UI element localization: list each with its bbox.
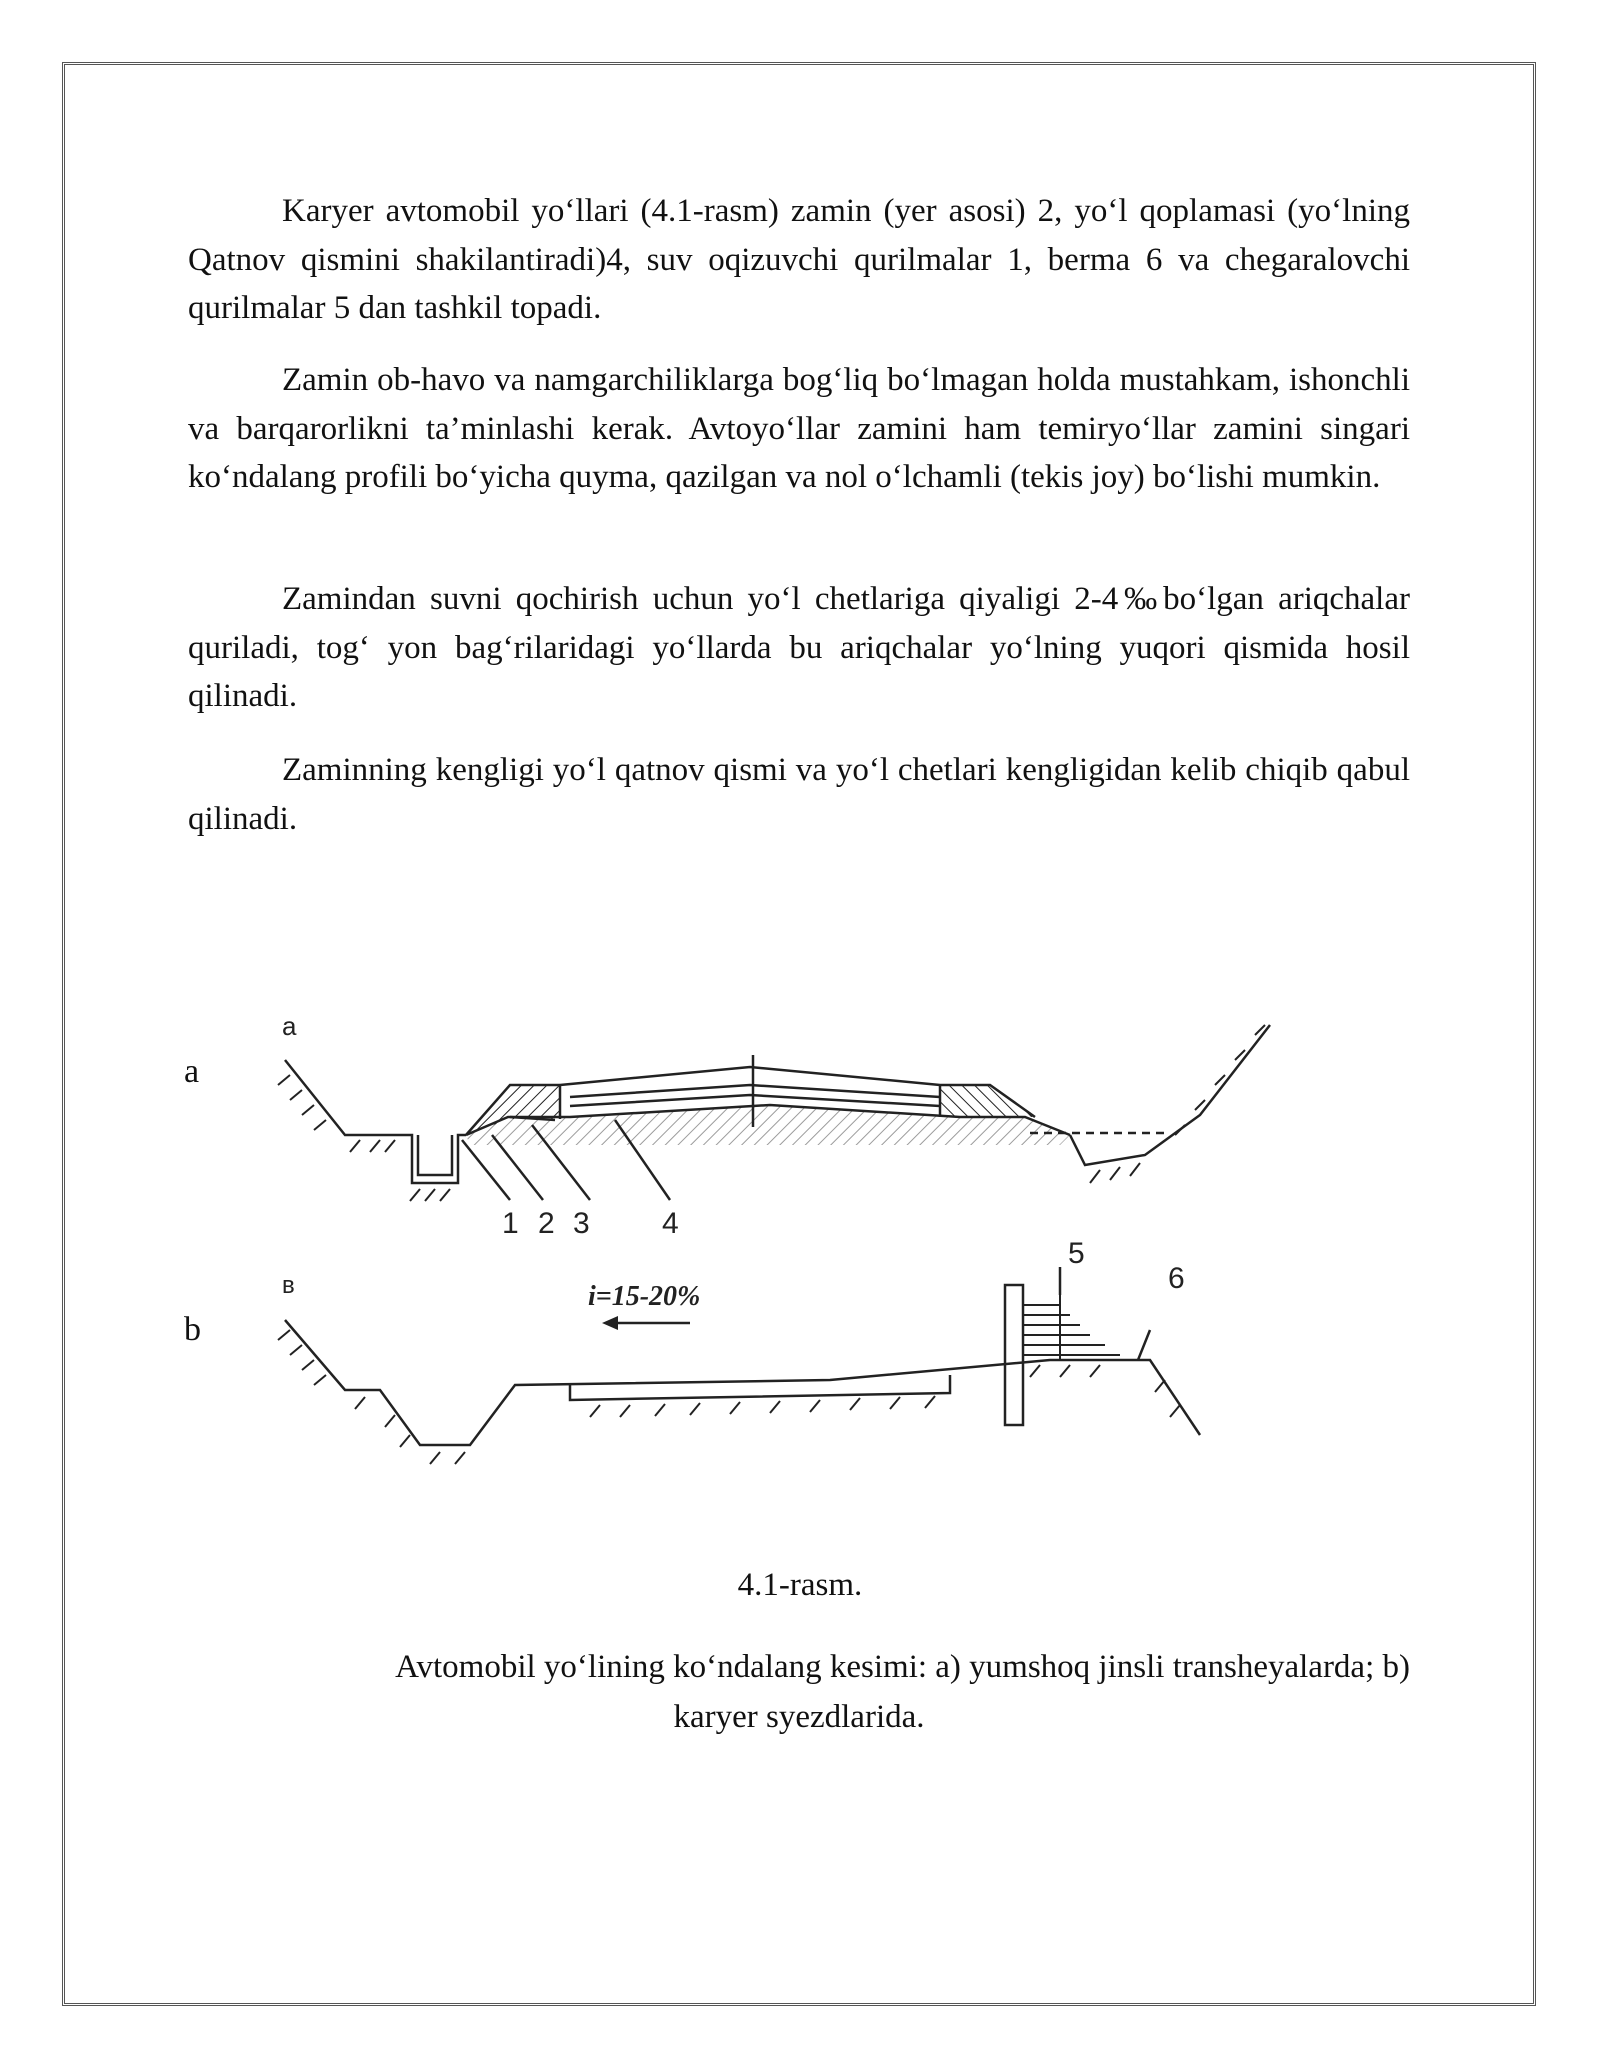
paragraph-4: Zaminning kengligi yo‘l qatnov qismi va yo‘l chetlari kengligidan kelib chiqib qabul qilinadi.: [188, 752, 1410, 837]
figure-label-b: b: [184, 1311, 201, 1348]
slope-label: i=15-20%: [588, 1281, 701, 1312]
paragraph-2: Zamin ob-havo va namgarchiliklarga bog‘liq bo‘lmagan holda mustahkam, ishonchli va barqarorlikni ta’minlashi kerak. Avtoyo‘llar zamini ham temiryo‘llar zamini singari ko‘ndalang profili bo‘yicha quyma, qazilgan va nol o‘lchamli (tekis joy) bo‘lishi mumkin.: [188, 362, 1410, 495]
callout-5: 5: [1068, 1237, 1085, 1270]
paragraph-1: Karyer avtomobil yo‘llari (4.1-rasm) zamin (yer asosi) 2, yo‘l qoplamasi (yo‘lning Qatnov qismini shakilantiradi)4, suv oqizuvchi qurilmalar 1, berma 6 va chegaralovchi qurilmalar 5 dan tashkil topadi.: [188, 193, 1410, 326]
road-cross-section-figure: [270, 1005, 1300, 1505]
figure-caption-description: [188, 1642, 1410, 1742]
figure-caption-title: 4.1-rasm.: [737, 1567, 863, 1603]
callout-3: 3: [573, 1207, 590, 1240]
figure-label-a: a: [184, 1053, 200, 1090]
callout-6: 6: [1168, 1262, 1185, 1295]
section-b-drawing: [285, 1267, 1200, 1445]
figure-caption-line-2: karyer syezdlarida.: [673, 1699, 925, 1735]
section-a-embankment-right: [940, 1085, 1035, 1117]
callout-4: 4: [662, 1207, 679, 1240]
section-b-inner-label: в: [282, 1272, 295, 1299]
callout-1: 1: [502, 1207, 519, 1240]
callout-2: 2: [538, 1207, 555, 1240]
section-a-inner-label: a: [282, 1011, 297, 1041]
figure-caption-line-1: Avtomobil yo‘lining ko‘ndalang kesimi: a) yumshoq jinsli transheyalarda; b): [395, 1649, 1410, 1685]
paragraph-3: Zamindan suvni qochirish uchun yo‘l chetlariga qiyaligi 2-4‰bo‘lgan ariqchalar quriladi, tog‘ yon bag‘rilaridagi yo‘llarda bu ariqchalar yo‘lning yuqori qismida hosil qilinadi.: [188, 581, 1410, 714]
